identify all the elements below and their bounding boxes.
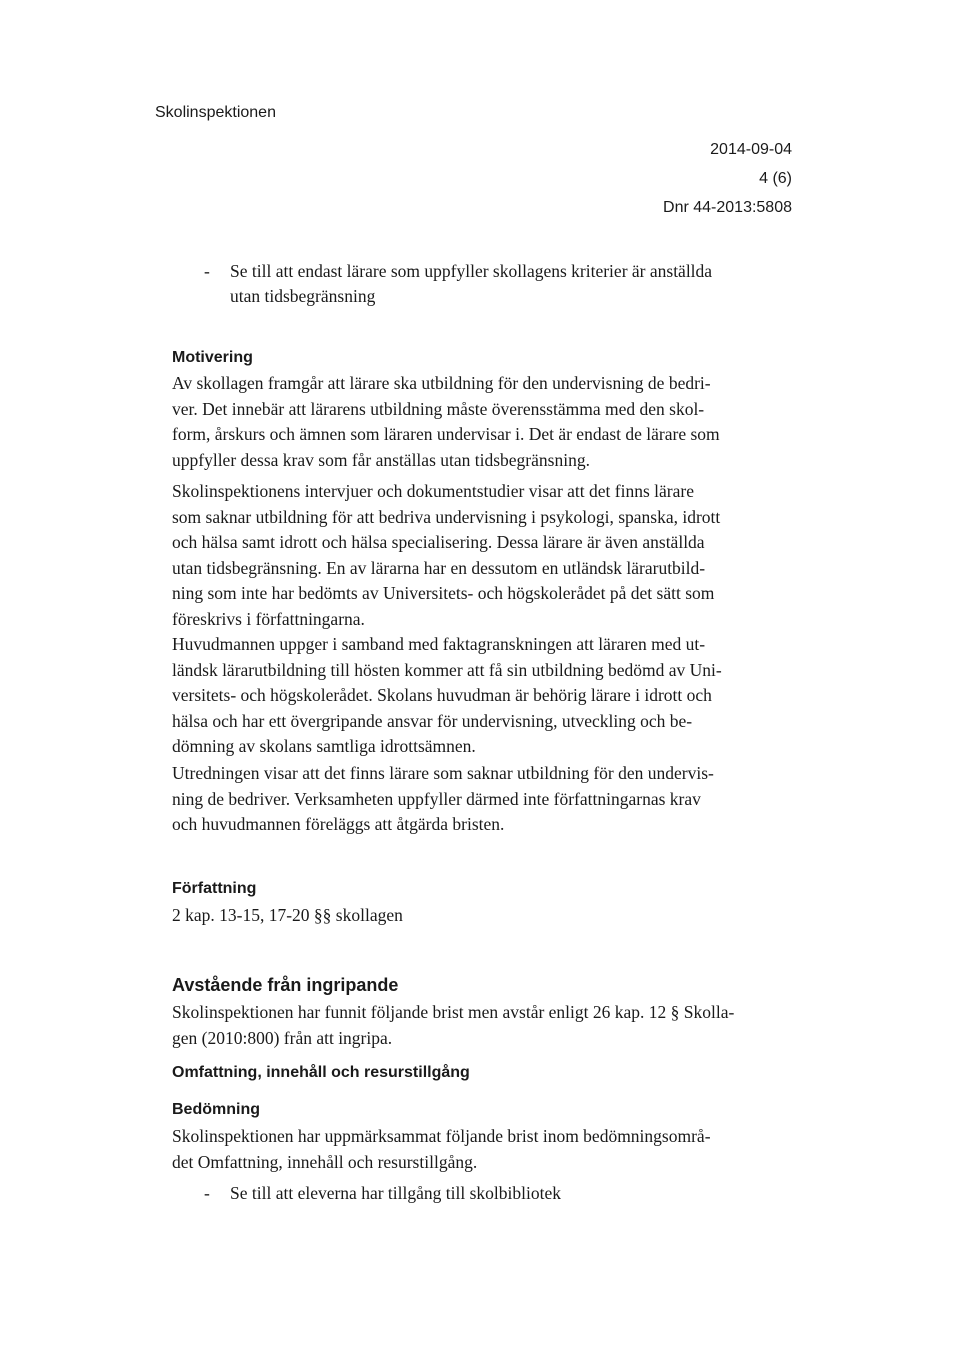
bullet-line: utan tidsbegränsning xyxy=(230,286,376,306)
top-bullet xyxy=(204,259,804,309)
motivering-paragraph-1 xyxy=(172,371,792,473)
motivering-paragraph-4 xyxy=(172,761,792,838)
bedomning-bullet xyxy=(204,1181,804,1206)
bullet-line: Se till att endast lärare som uppfyller skollagens kriterier är anställda xyxy=(230,261,713,281)
page-number: 4 (6) xyxy=(759,170,792,187)
avstaende-heading: Avstående från ingripande xyxy=(172,975,399,995)
text-line: dömning av skolans samtliga idrottsämnen. xyxy=(172,736,476,756)
text-line: Utredningen visar att det finns lärare som saknar utbildning för den undervis- xyxy=(172,763,714,783)
text-line: ländsk lärarutbildning till hösten kommer att få sin utbildning bedömd av Uni- xyxy=(172,659,722,680)
document-date: 2014-09-04 xyxy=(710,141,792,158)
text-line: ning de bedriver. Verksamheten uppfyller därmed inte författningarnas krav xyxy=(172,788,701,809)
text-line: hälsa och har ett övergripande ansvar för undervisning, utveckling och be- xyxy=(172,710,693,731)
motivering-paragraph-2 xyxy=(172,479,792,632)
organization-name: Skolinspektionen xyxy=(155,104,276,121)
text-line: och hälsa samt idrott och hälsa specialisering. Dessa lärare är även anställda xyxy=(172,532,705,552)
text-line: versitets- och högskolerådet. Skolans huvudman är behörig lärare i idrott och xyxy=(172,685,712,705)
bullet-dash: - xyxy=(204,261,210,281)
text-line: uppfyller dessa krav som får anställas utan tidsbegränsning. xyxy=(172,449,590,470)
text-line: det Omfattning, innehåll och resurstillgång. xyxy=(172,1151,478,1172)
text-line: Skolinspektionen har funnit följande brist men avstår enligt 26 kap. 12 § Skolla- xyxy=(172,1002,735,1022)
text-line: Skolinspektionen har uppmärksammat följande brist inom bedömningsområ- xyxy=(172,1126,711,1146)
bedomning-paragraph xyxy=(172,1124,792,1175)
text-line: och huvudmannen föreläggs att åtgärda bristen. xyxy=(172,814,505,834)
bedomning-heading: Bedömning xyxy=(172,1101,260,1118)
text-line: gen (2010:800) från att ingripa. xyxy=(172,1027,393,1048)
document-meta xyxy=(663,135,792,222)
text-line: utan tidsbegränsning. En av lärarna har en dessutom en utländsk lärarutbild- xyxy=(172,557,706,578)
text-line: Skolinspektionens intervjuer och dokumentstudier visar att det finns lärare xyxy=(172,481,694,501)
omfattning-heading: Omfattning, innehåll och resurstillgång xyxy=(172,1064,470,1081)
text-line: Huvudmannen uppger i samband med faktagranskningen att läraren med ut- xyxy=(172,634,706,654)
text-line: 2 kap. 13-15, 17-20 §§ skollagen xyxy=(172,905,403,925)
text-line: form, årskurs och ämnen som läraren undervisar i. Det är endast de lärare som xyxy=(172,424,720,444)
avstaende-paragraph xyxy=(172,1000,792,1051)
bullet-dash: - xyxy=(204,1183,210,1203)
motivering-heading: Motivering xyxy=(172,349,253,366)
text-line: som saknar utbildning för att bedriva undervisning i psykologi, spanska, idrott xyxy=(172,506,721,527)
text-line: ver. Det innebär att lärarens utbildning måste överensstämma med den skol- xyxy=(172,398,705,419)
motivering-paragraph-3 xyxy=(172,632,792,760)
forfattning-text xyxy=(172,903,792,929)
text-line: Av skollagen framgår att lärare ska utbildning för den undervisning de bedri- xyxy=(172,373,711,393)
bullet-text: Se till att eleverna har tillgång till skolbibliotek xyxy=(230,1183,561,1203)
forfattning-heading: Författning xyxy=(172,880,257,897)
text-line: ning som inte har bedömts av Universitets- och högskolerådet på det sätt som xyxy=(172,583,715,603)
text-line: föreskrivs i författningarna. xyxy=(172,608,365,629)
document-dnr: Dnr 44-2013:5808 xyxy=(663,199,792,216)
